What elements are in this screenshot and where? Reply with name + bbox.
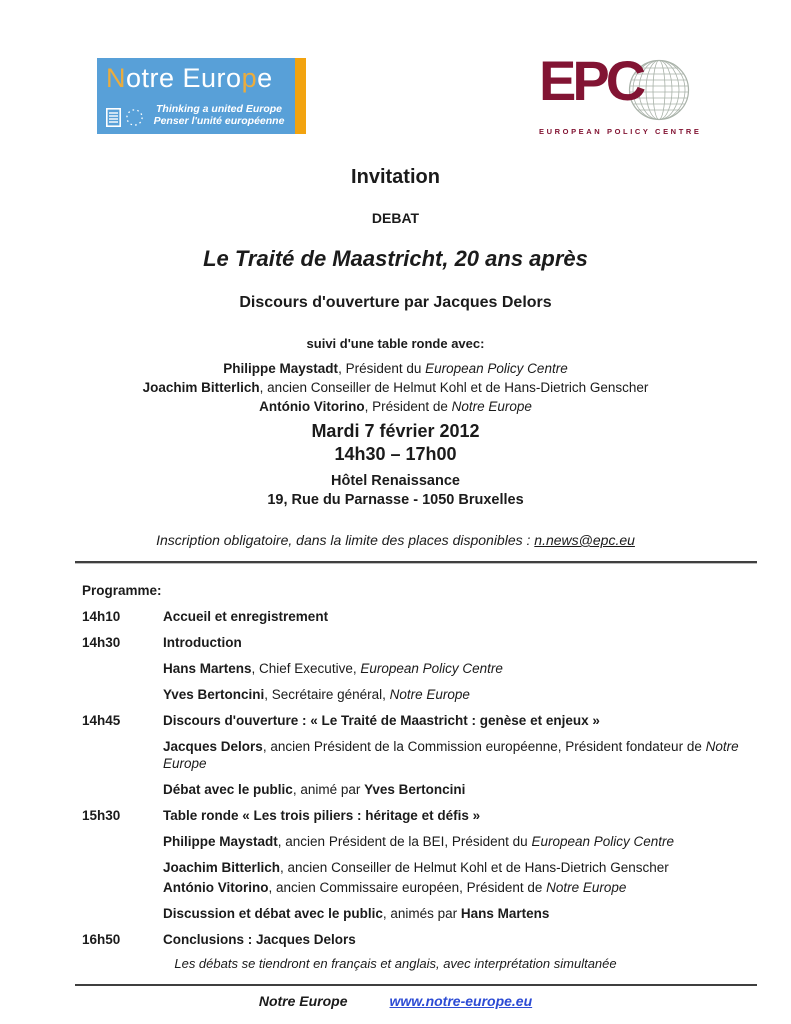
header-block [0, 166, 791, 548]
notre-europe-logo [97, 58, 306, 134]
event-time: 14h30 – 17h00 [334, 444, 457, 464]
opening-speech-line: Discours d'ouverture par Jacques Delors [239, 294, 552, 311]
notre-europe-logo-body [97, 58, 295, 134]
programme-row [82, 738, 755, 772]
footer-divider [75, 984, 757, 986]
programme-time [82, 738, 163, 772]
programme-time [82, 833, 163, 850]
programme-section [82, 582, 755, 948]
epc-subtitle: EUROPEAN POLICY CENTRE [539, 127, 702, 136]
programme-time [82, 686, 163, 703]
registration-note [0, 532, 791, 548]
programme-time [82, 905, 163, 922]
event-date: Mardi 7 février 2012 [311, 421, 480, 441]
invitation-heading: Invitation [351, 166, 440, 188]
programme-description: Yves Bertoncini, Secrétaire général, Notre Europe [163, 687, 470, 702]
table-ronde-intro: suivi d'une table ronde avec: [306, 336, 485, 351]
notre-europe-accent-bar [295, 58, 306, 134]
programme-row [82, 905, 755, 922]
programme-row [82, 833, 755, 850]
programme-time: 15h30 [82, 808, 121, 823]
programme-description: Philippe Maystadt, ancien Président de la BEI, Président du European Policy Centre [163, 834, 675, 849]
programme-time [82, 879, 163, 896]
programme-description: Hans Martens, Chief Executive, European Policy Centre [163, 661, 503, 676]
eu-stars-icon [125, 108, 144, 127]
speaker-line: Joachim Bitterlich, ancien Conseiller de Helmut Kohl et de Hans-Dietrich Genscher [142, 380, 649, 395]
programme-time: 14h10 [82, 609, 121, 624]
programme-description: Conclusions : Jacques Delors [163, 932, 356, 947]
programme-row [82, 807, 755, 824]
registration-text: Inscription obligatoire, dans la limite des places disponibles : [156, 532, 535, 548]
programme-row [82, 660, 755, 677]
programme-time: 14h30 [82, 635, 121, 650]
programme-rows [82, 608, 755, 948]
programme-time [82, 660, 163, 677]
notre-europe-tagline-en: Thinking a united Europe [156, 103, 282, 115]
programme-description: Discours d'ouverture : « Le Traité de Maastricht : genèse et enjeux » [163, 713, 600, 728]
programme-description: Table ronde « Les trois piliers : héritage et défis » [163, 808, 481, 823]
venue-name: Hôtel Renaissance [331, 473, 460, 489]
programme-description: Accueil et enregistrement [163, 609, 329, 624]
programme-row [82, 608, 755, 625]
programme-description: Joachim Bitterlich, ancien Conseiller de Helmut Kohl et de Hans-Dietrich Genscher [163, 860, 669, 875]
programme-time: 14h45 [82, 713, 121, 728]
document-lines-icon [106, 108, 121, 127]
epc-logo [539, 49, 702, 136]
epc-acronym: EPC [539, 49, 643, 112]
programme-row [82, 931, 755, 948]
footer-org-name: Notre Europe [258, 993, 348, 1009]
section-divider [75, 561, 757, 564]
programme-row [82, 781, 755, 798]
programme-row [82, 879, 755, 896]
event-title: Le Traité de Maastricht, 20 ans après [203, 246, 588, 271]
programme-row [82, 712, 755, 729]
programme-time [82, 859, 163, 876]
footer [0, 993, 791, 1009]
programme-description: Introduction [163, 635, 242, 650]
email-link[interactable]: n.news@epc.eu [534, 532, 635, 548]
programme-description: António Vitorino, ancien Commissaire européen, Président de Notre Europe [163, 880, 627, 895]
programme-description: Discussion et débat avec le public, animés par Hans Martens [163, 906, 550, 921]
notre-europe-tagline-fr: Penser l'unité européenne [153, 114, 285, 127]
programme-time: 16h50 [82, 932, 121, 947]
programme-time [82, 781, 163, 798]
notre-europe-logo-title: Notre Europe [106, 63, 273, 93]
speaker-line: António Vitorino, Président de Notre Europe [259, 399, 532, 414]
venue-address: 19, Rue du Parnasse - 1050 Bruxelles [267, 492, 524, 508]
event-type-heading: DEBAT [371, 210, 420, 226]
programme-description: Débat avec le public, animé par Yves Bertoncini [163, 782, 466, 797]
programme-description: Jacques Delors, ancien Président de la Commission européenne, Président fondateur de Notre Europe [163, 739, 739, 771]
logos-row [0, 0, 791, 136]
programme-row [82, 634, 755, 651]
website-link[interactable]: www.notre-europe.eu [389, 993, 533, 1009]
speaker-line: Philippe Maystadt, Président du European Policy Centre [223, 361, 568, 376]
programme-row [82, 686, 755, 703]
programme-heading: Programme: [82, 583, 162, 598]
programme-row [82, 859, 755, 876]
language-note: Les débats se tiendront en français et anglais, avec interprétation simultanée [174, 956, 617, 971]
